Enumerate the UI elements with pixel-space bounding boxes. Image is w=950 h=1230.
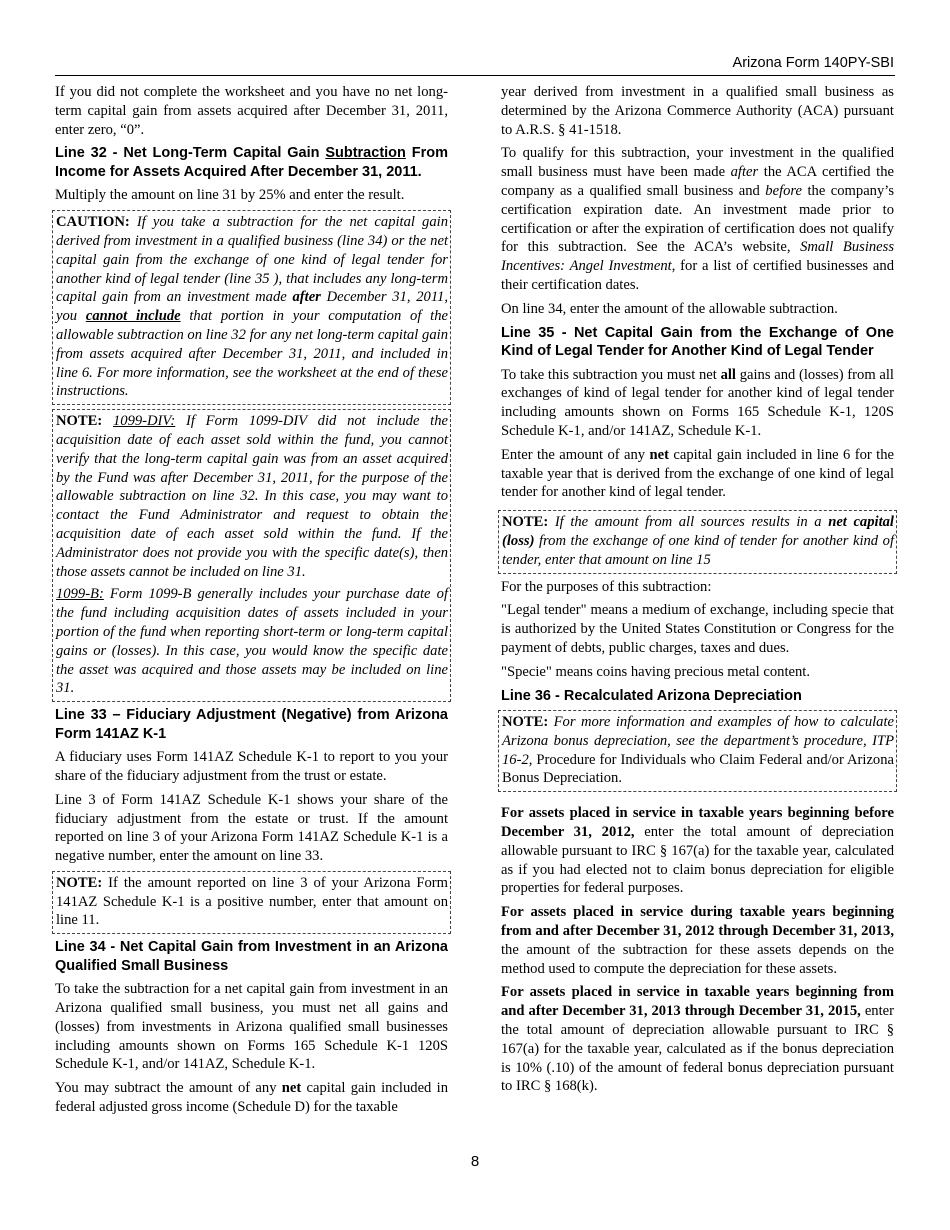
line-33-text-2: Line 3 of Form 141AZ Schedule K-1 shows your share of the fiduciary adjustment from the estate or trust. If the amount reported on line 3 of your Arizona Form 141AZ Schedule K-1 is a negative number, enter the amount on line 33. [55,791,448,865]
line-35-text-2: Enter the amount of any net capital gain included in line 6 for the taxable year that is derived from the exchange of one kind of legal tender for another kind of legal tender. [501,446,894,501]
line-34-heading: Line 34 - Net Capital Gain from Investment in an Arizona Qualified Small Business [55,939,448,974]
note-line-33-box: NOTE: If the amount reported on line 3 of your Arizona Form 141AZ Schedule K-1 is a positive number, enter that amount on line 11. [52,871,451,934]
form-title: Arizona Form 140PY-SBI [732,55,894,71]
qualify-text: To qualify for this subtraction, your investment in the qualified small business must have been made after the ACA certified the company as a qualified small business and before the company’s certification expiration date. An investment made prior to certification or after the expiration of certification does not qualify for this subtraction. See the ACA’s website, Small Business Incentives: Angel Investment, for a list of certified businesses and their certification dates. [501,145,895,293]
note-1099-box: NOTE: 1099-DIV: If Form 1099-DIV did not include the acquisition date of each asset sold within the fund, you cannot verify that the long-term capital gain was from an asset acquired by the Fund was after December 31, 2011, for the purpose of the allowable subtraction on line 32. In this case, you may want to contact the Fund Administrator and request to obtain the acquisition date of each asset sold within the fund. If the Administrator does not provide you with the specific date(s), then those assets cannot be included on line 31. 1099-B: Form 1099-B generally includes your purchase date of the fund including acquisition dates of assets included in your portion of the fund when reporting short-term or long-term capital gains or (losses). In this case, you would know the specific date the asset was acquired and those assets may be included on line 31. [52,409,451,702]
line-35-text-1: To take this subtraction you must net all gains and (losses) from all exchanges of kind of legal tender for another kind of legal tender including amounts shown on Forms 165 Schedule K-1, 120S Schedule K-1, and/or 141AZ, Schedule K-1. [501,366,894,439]
legal-tender-definition: "Legal tender" means a medium of exchange, including specie that is authorized by the United States Constitution or Congress for the payment of debts, public charges, taxes and dues. [501,602,894,656]
line-36-text-1: For assets placed in service in taxable years beginning before December 31, 2012, enter the total amount of depreciation allowable pursuant to IRC § 167(a) for the taxable year, calculated as if you had elected not to claim bonus depreciation for eligible properties for federal purposes. [501,805,894,897]
line-36-heading: Line 36 - Recalculated Arizona Depreciation [501,687,802,704]
line-36-text-3: For assets placed in service in taxable years beginning from and after December 31, 2013 through December 31, 2015, enter the total amount of depreciation allowable pursuant to IRC § 167(a) for the taxable year, calculated as if the bonus depreciation is 10% (.10) of the amount of federal bonus depreciation pursuant to IRC § 168(k). [501,984,894,1095]
purposes-text: For the purposes of this subtraction: [501,578,712,595]
right-column [501,83,894,1101]
line-32-heading: Line 32 - Net Long-Term Capital Gain Subtraction From Income for Assets Acquired After December 31, 2011. [55,145,448,180]
worksheet-intro: If you did not complete the worksheet and you have no net long-term capital gain from assets acquired after December 31, 2011, enter zero, “0”. [55,84,448,138]
note-line-36-box: NOTE: For more information and examples of how to calculate Arizona bonus depreciation, see the department’s procedure, ITP 16-2, Procedure for Individuals who Claim Federal and/or Arizona Bonus Depreciation. [498,710,897,792]
line-32-text: Multiply the amount on line 31 by 25% and enter the result. [55,187,405,204]
line-36-text-2: For assets placed in service during taxable years beginning from and after December 31, 2012 through December 31, 2013, the amount of the subtraction for these assets depends on the method used to compute the depreciation for these assets. [501,904,894,977]
note-line-35-box: NOTE: If the amount from all sources results in a net capital (loss) from the exchange of one kind of tender for another kind of tender, enter that amount on line 15 [498,510,897,573]
line-35-heading: Line 35 - Net Capital Gain from the Exchange of One Kind of Legal Tender for Another Kind of Legal Tender [501,324,894,360]
page-number: 8 [470,1153,480,1170]
left-column [55,83,448,1122]
line-33-text-1: A fiduciary uses Form 141AZ Schedule K-1 to report to you your share of the fiduciary adjustment from the trust or estate. [55,749,448,784]
line-34-text-1: To take the subtraction for a net capital gain from investment in an Arizona qualified small business, you must net all gains and (losses) from investments in Arizona qualified small businesses including amounts shown on Forms 165 Schedule K-1 120S Schedule K-1, and/or 141AZ, Schedule K-1. [55,981,448,1073]
line-34-text-2: You may subtract the amount of any net capital gain included in federal adjusted gross income (Schedule D) for the taxable [55,1080,448,1116]
specie-definition: "Specie" means coins having precious metal content. [501,663,810,680]
caution-box: CAUTION: If you take a subtraction for the net capital gain derived from investment in a qualified business (line 34) or the net capital gain from the exchange of one kind of legal tender for another kind of legal tender (line 35 ), that includes any long-term capital gain from an investment made after December 31, 2011, you cannot include that portion in your computation of the allowable subtraction on line 32 for any net long-term capital gain from assets acquired after December 31, 2011, and included in line 6. For more information, see the worksheet at the end of these instructions. [52,210,451,405]
line-33-heading: Line 33 – Fiduciary Adjustment (Negative) from Arizona Form 141AZ K-1 [55,707,448,742]
line-34-continued: year derived from investment in a qualified small business as determined by the Arizona Commerce Authority (ACA) pursuant to A.R.S. § 41-1518. [501,84,894,138]
header-rule [55,75,895,76]
line-34-enter: On line 34, enter the amount of the allowable subtraction. [501,300,838,317]
